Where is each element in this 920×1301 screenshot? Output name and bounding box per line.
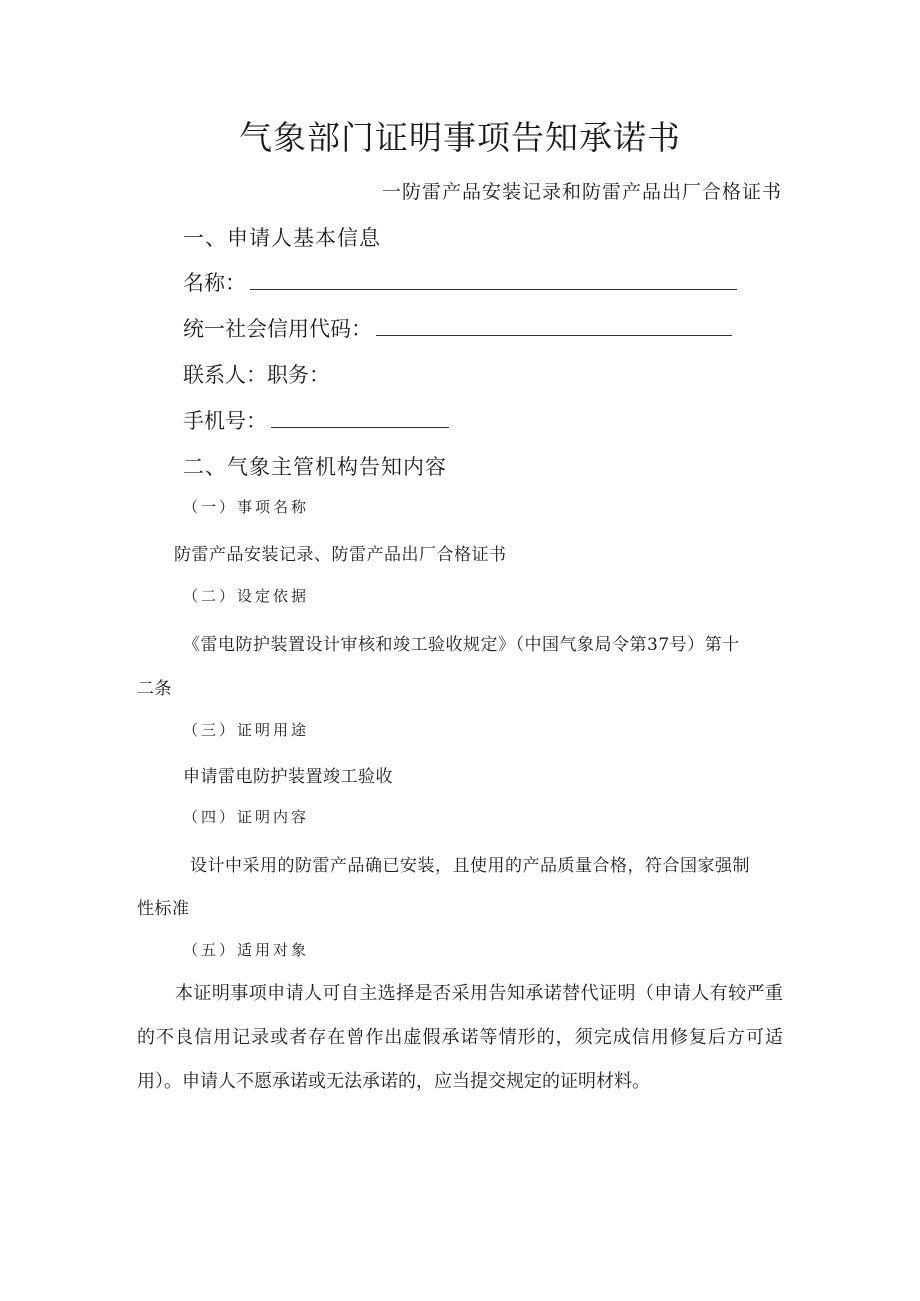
credit-code-field-row xyxy=(183,313,732,343)
contact-label: 联系人：职务： xyxy=(183,363,330,387)
item-5-paragraph: 本证明事项申请人可自主选择是否采用告知承诺替代证明（申请人有较严重的不良信用记录或者存在曾作出虚假承诺等情形的，须完成信用修复后方可适用）。申请人不愿承诺或无法承诺的，应当提交规定的证明材料。 xyxy=(137,983,783,1092)
phone-field-row xyxy=(183,405,449,435)
name-label: 名称： xyxy=(183,271,246,295)
item-5-heading: （五）适用对象 xyxy=(183,941,310,959)
item-3-heading: （三）证明用途 xyxy=(183,721,310,739)
contact-field-row xyxy=(183,359,330,389)
item-4-text-line-2: 性标准 xyxy=(137,899,190,919)
item-3-text: 申请雷电防护装置竣工验收 xyxy=(183,767,393,787)
item-1-heading: （一）事项名称 xyxy=(183,498,310,516)
section-1-heading: 一、申请人基本信息 xyxy=(183,226,381,250)
item-2-text-line-2: 二条 xyxy=(137,679,172,699)
item-2-text-line-1: 《雷电防护装置设计审核和竣工验收规定》（中国气象局令第37号）第十 xyxy=(183,635,740,655)
item-2-heading: （二）设定依据 xyxy=(183,587,310,605)
document-subtitle: 一防雷产品安装记录和防雷产品出厂合格证书 xyxy=(381,181,782,203)
item-4-heading: （四）证明内容 xyxy=(183,808,310,826)
credit-code-blank-line xyxy=(376,313,732,336)
document-title: 气象部门证明事项告知承诺书 xyxy=(239,118,681,157)
phone-blank-line xyxy=(271,405,449,428)
credit-code-label: 统一社会信用代码： xyxy=(183,317,372,341)
phone-label: 手机号： xyxy=(183,409,267,433)
name-field-row xyxy=(183,267,737,297)
section-2-heading: 二、气象主管机构告知内容 xyxy=(183,455,447,479)
item-4-text-line-1: 设计中采用的防雷产品确已安装，且使用的产品质量合格，符合国家强制 xyxy=(190,856,750,876)
item-1-text: 防雷产品安装记录、防雷产品出厂合格证书 xyxy=(174,545,507,565)
name-blank-line xyxy=(250,267,737,290)
